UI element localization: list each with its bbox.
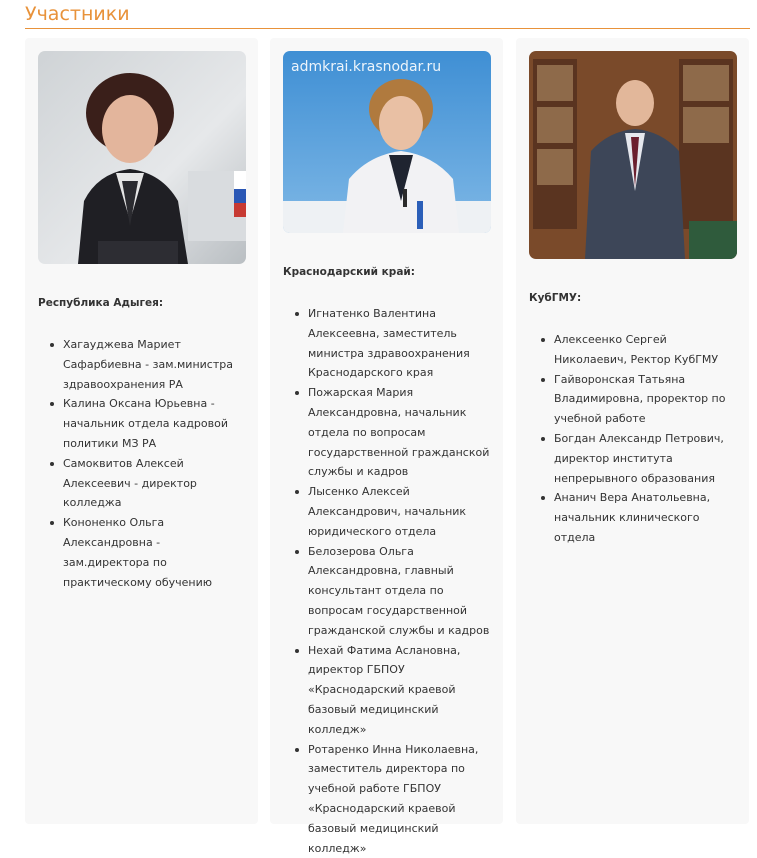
list-item: Гайворонская Татьяна Владимировна, проректор по учебной работе (554, 370, 739, 429)
participant-card-krasnodar (270, 38, 503, 855)
portrait-photo-icon (283, 51, 491, 233)
participant-card-adygea (25, 38, 258, 824)
participant-photo (38, 51, 246, 264)
section-title: Участники (25, 3, 130, 25)
list-item: Ананич Вера Анатольевна, начальник клинического отдела (554, 488, 739, 547)
list-item: Белозерова Ольга Александровна, главный консультант отдела по вопросам государственной гражданской службы и кадров (308, 542, 493, 641)
region-title: Краснодарский край: (283, 266, 415, 278)
participant-card-kubgmu (516, 38, 749, 824)
list-item: Алексеенко Сергей Николаевич, Ректор КубГМУ (554, 330, 739, 370)
members-list (38, 335, 248, 592)
title-divider (25, 28, 750, 29)
portrait-photo-icon (38, 51, 246, 264)
list-item: Богдан Александр Петрович, директор института непрерывного образования (554, 429, 739, 488)
list-item: Игнатенко Валентина Алексеевна, заместитель министра здравоохранения Краснодарского края (308, 304, 493, 383)
participant-photo (283, 51, 491, 233)
members-list (283, 304, 493, 858)
members-list (529, 330, 739, 548)
list-item: Кононенко Ольга Александровна - зам.директора по практическому обучению (63, 513, 248, 592)
list-item: Калина Оксана Юрьевна - начальник отдела кадровой политики МЗ РА (63, 394, 248, 453)
portrait-photo-icon (529, 51, 737, 259)
list-item: Лысенко Алексей Александрович, начальник юридического отдела (308, 482, 493, 541)
region-title: Республика Адыгея: (38, 297, 164, 309)
photo-caption: admkrai.krasnodar.ru (291, 59, 442, 75)
list-item: Ротаренко Инна Николаевна, заместитель директора по учебной работе ГБПОУ «Краснодарский краевой базовый медицинский колледж» (308, 740, 493, 858)
participant-photo (529, 51, 737, 259)
list-item: Пожарская Мария Александровна, начальник отдела по вопросам государственной гражданской службы и кадров (308, 383, 493, 482)
list-item: Самоквитов Алексей Алексеевич - директор колледжа (63, 454, 248, 513)
region-title: КубГМУ: (529, 292, 582, 304)
list-item: Нехай Фатима Аслановна, директор ГБПОУ «Краснодарский краевой базовый медицинский колледж» (308, 641, 493, 740)
list-item: Хагауджева Мариет Сафарбиевна - зам.министра здравоохранения РА (63, 335, 248, 394)
